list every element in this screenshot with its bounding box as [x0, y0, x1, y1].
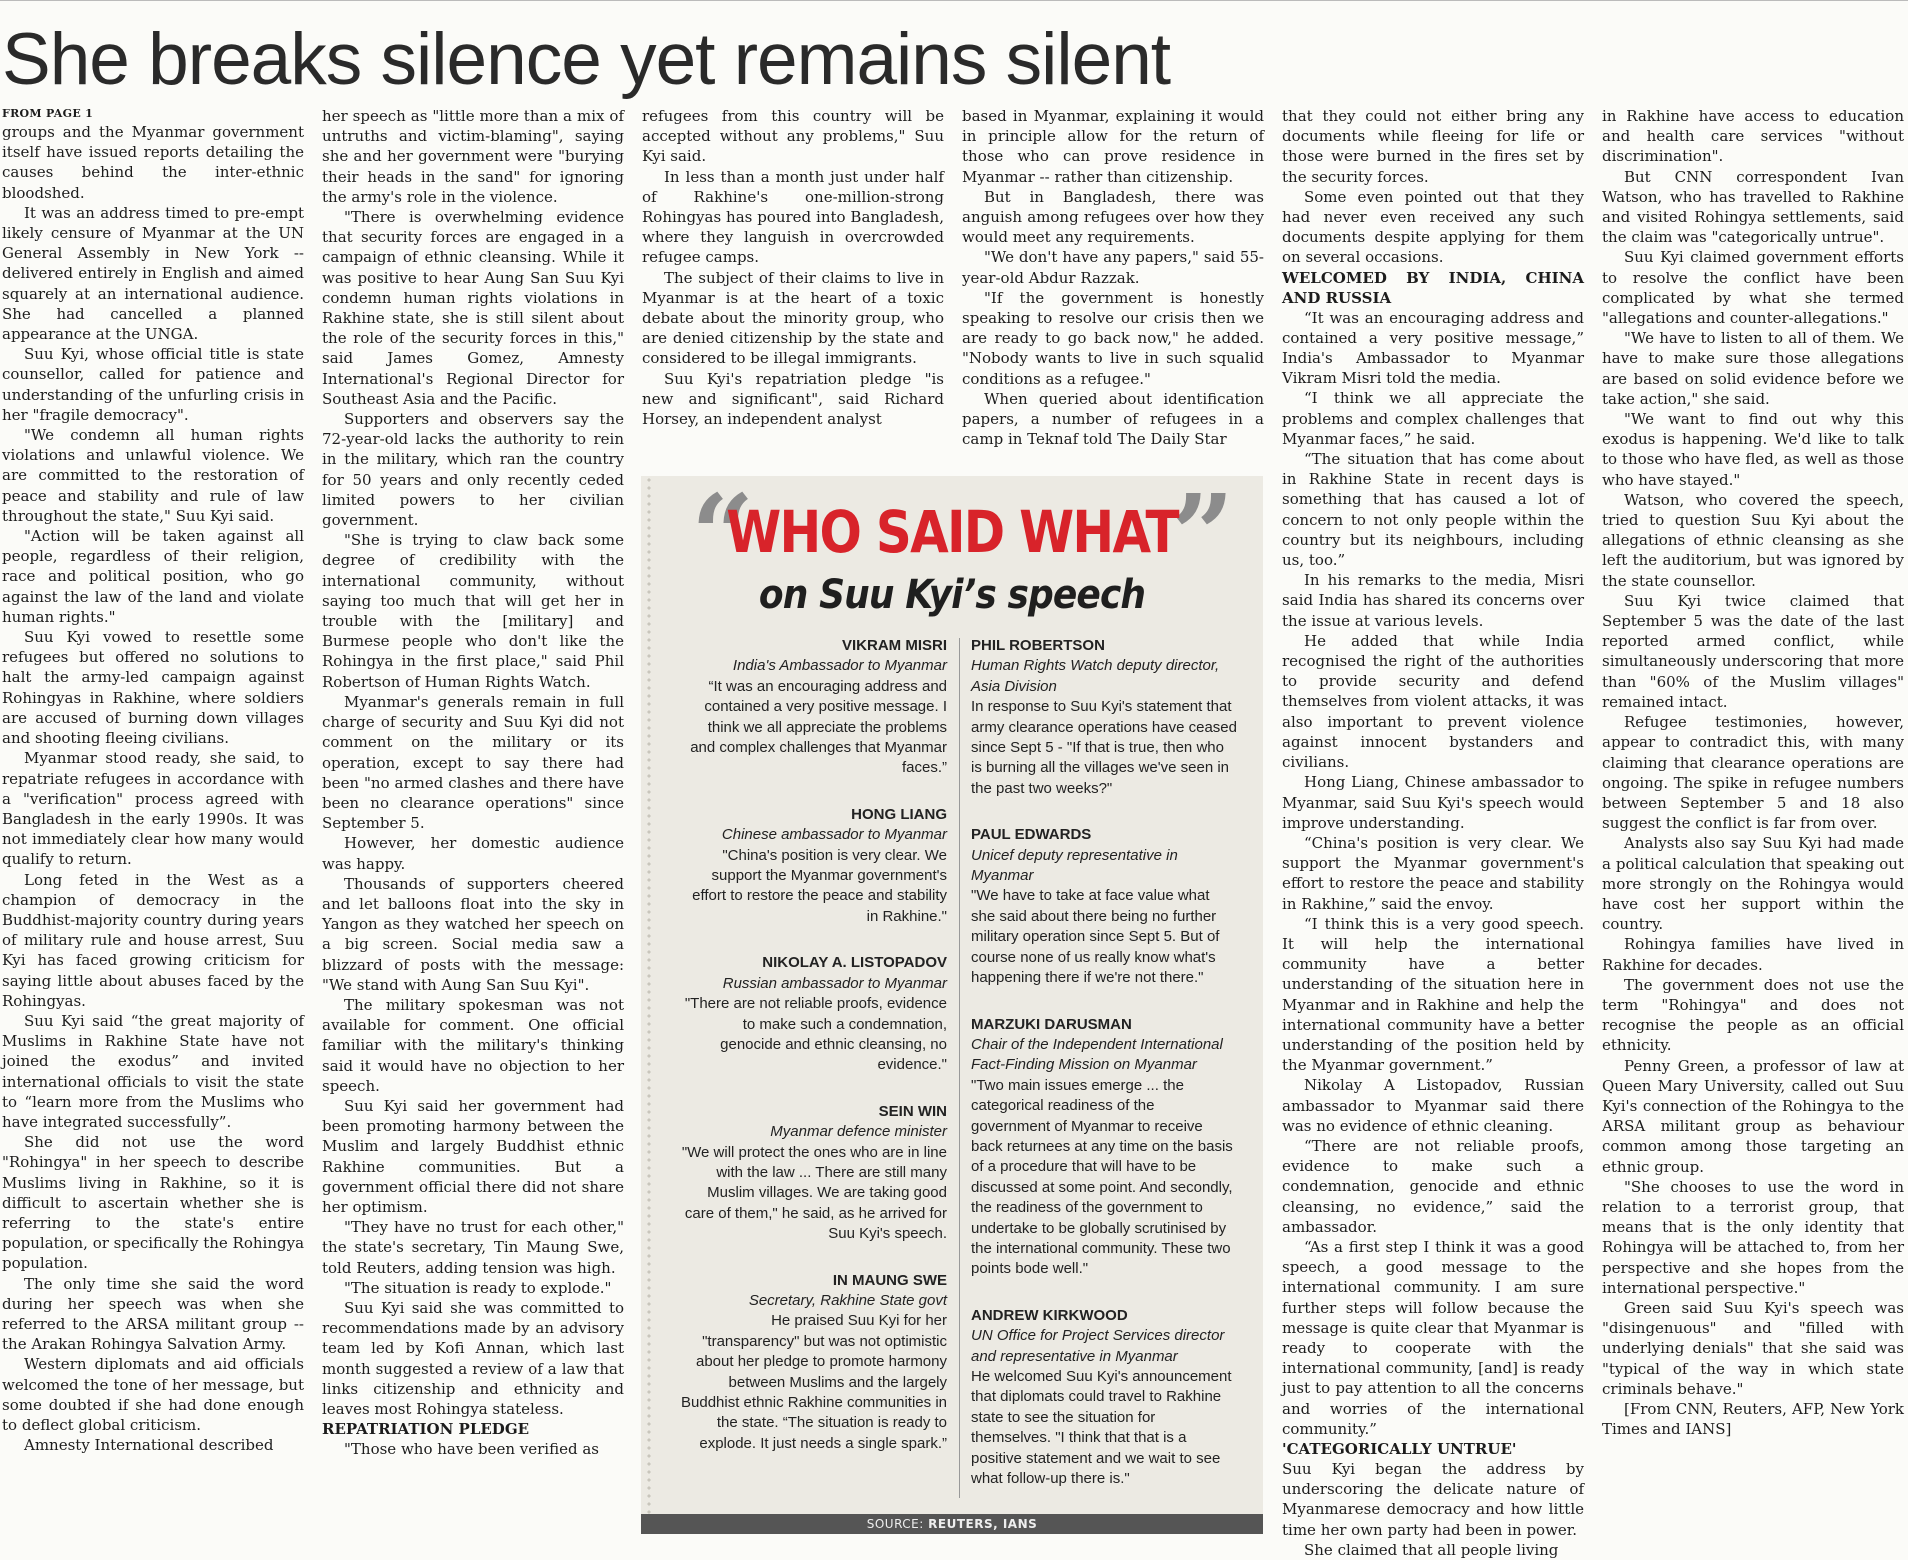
quote-speaker-role: UN Office for Project Services director and representative in Myanmar [971, 1327, 1225, 1365]
paragraph: Long feted in the West as a champion of democracy in the Buddhist-majority country during years of military rule and house arrest, Suu Kyi has faced growing criticism for saying little about abuses faced by the Rohingyas. [2, 870, 304, 1010]
paragraph: Watson, who covered the speech, tried to question Suu Kyi about the allegations of ethnic cleansing as she left the auditorium, but was ignored by the state counsellor. [1602, 490, 1904, 590]
quote-speaker-name: IN MAUNG SWE [832, 1271, 947, 1289]
paragraph: "She chooses to use the word in relation to a terrorist group, that means that is the only identity that Rohingya will be attached to, from her perspective and she hopes from the international perspective." [1602, 1177, 1904, 1297]
paragraph: "If the government is honestly speaking to resolve our crisis then we are ready to go back now," he added. "Nobody wants to live in such squalid conditions as a refugee." [962, 288, 1264, 388]
source-bar [641, 1514, 1263, 1534]
paragraph: The government does not use the term "Rohingya" and does not recognise the people as an official ethnicity. [1602, 975, 1904, 1055]
quote-text: He praised Suu Kyi for her "transparency" but was not optimistic about her pledge to promote harmony between Muslims and the largely Buddhist ethnic Rakhine communities in the state. “The situation is ready to explode. It just needs a single spark.” [681, 1312, 947, 1452]
paragraph: He added that while India recognised the right of the authorities to provide security and defend themselves from violent attacks, it was also important to prevent violence against innocent bystanders and civilians. [1282, 631, 1584, 772]
quote-entry [971, 1306, 1237, 1490]
quote-speaker-role: India's Ambassador to Myanmar [732, 657, 947, 675]
paragraph: She claimed that all people living [1304, 1540, 1559, 1559]
paragraph: Rohingya families have lived in Rakhine for decades. [1602, 935, 1904, 974]
paragraph: that they could not either bring any documents while fleeing for life or those were burned in the fires set by the security forces. [1282, 107, 1584, 186]
quote-entry [681, 805, 947, 927]
paragraph: Myanmar's generals remain in full charge of security and Suu Kyi did not comment on the military or its operation, except to say there had been "no armed clashes and there have been no clearance operations" since September 5. [322, 692, 624, 833]
quote-text: "China's position is very clear. We support the Myanmar government's effort to restore the peace and stability in Rakhine." [692, 846, 947, 925]
article-column-5 [1282, 106, 1584, 1559]
article-column-2 [322, 106, 624, 1546]
paragraph: The military spokesman was not available for comment. One official familiar with the military's thinking said it would have no objection to her speech. [322, 995, 624, 1095]
dotted-border [645, 476, 655, 1520]
quote-speaker-name: SEIN WIN [878, 1102, 947, 1120]
paragraph: Suu Kyi twice claimed that September 5 was the date of the last reported armed conflict, while simultaneously underscoring that more than "60% of the Muslim villages" remained intact. [1602, 591, 1904, 711]
article-column-6 [1602, 106, 1904, 1546]
quote-speaker-name: PHIL ROBERTSON [971, 637, 1105, 654]
paragraph: In less than a month just under half of Rakhine's one-million-strong Rohingyas has poured into Bangladesh, where they languish in overcrowded refugee camps. [642, 167, 944, 267]
quote-entry [681, 1102, 947, 1245]
quote-text: He welcomed Suu Kyi's announcement that diplomats could travel to Rakhine state to see the situation for themselves. "I think that that is a positive statement and we wait to see what follow-up there is." [971, 1368, 1232, 1488]
quote-text: In response to Suu Kyi's statement that army clearance operations have ceased since Sept 5 - "If that is true, then who is burning all the villages we've seen in the past two weeks?" [971, 698, 1237, 797]
paragraph: Green said Suu Kyi's speech was "disingenuous" and "filled with underlying denials" that she said was "typical of the way in which state criminals behave." [1602, 1298, 1904, 1398]
paragraph: “There are not reliable proofs, evidence to make such a condemnation, genocide and ethnic cleansing, no evidence,” said the ambassador. [1282, 1136, 1584, 1236]
column-body [962, 106, 1264, 449]
subheading: WELCOMED BY INDIA, CHINA AND RUSSIA [1282, 268, 1584, 307]
close-quote-mark: ” [1171, 470, 1235, 599]
paragraph: The subject of their claims to live in Myanmar is at the heart of a toxic debate about the minority group, who are denied citizenship by the state and considered to be illegal immigrants. [642, 268, 944, 368]
paragraph: “I think this is a very good speech. It will help the international community have a better understanding of the situation here in Myanmar and in Rakhine and help the international community have a better understanding of the position held by the Myanmar government.” [1282, 914, 1584, 1075]
column-body [1282, 106, 1584, 1560]
paragraph: groups and the Myanmar government itself have issued reports detailing the causes behind the inter-ethnic bloodshed. [2, 123, 304, 202]
quotes-left-column [681, 636, 947, 1480]
quote-speaker-name: PAUL EDWARDS [971, 826, 1092, 844]
quote-speaker-role: Myanmar defence minister [770, 1123, 947, 1141]
top-rule [0, 0, 1908, 6]
quote-speaker-role: Unicef deputy representative in Myanmar [971, 846, 1178, 885]
paragraph: in Rakhine have access to education and health care services "without discrimination". [1602, 107, 1904, 166]
quote-entry [971, 1015, 1237, 1280]
paragraph: Amnesty International described [24, 1436, 274, 1455]
article-column-4 [962, 106, 1264, 449]
paragraph: Analysts also say Suu Kyi had made a political calculation that speaking out more strongly on the Rohingya would have cost her support within the country. [1602, 834, 1904, 934]
quote-speaker-role: Secretary, Rakhine State govt [748, 1291, 947, 1309]
paragraph: Suu Kyi, whose official title is state counsellor, called for patience and understanding of the unfurling crisis in her "fragile democracy". [2, 345, 304, 424]
column-body [2, 122, 304, 1455]
quote-speaker-name: VIKRAM MISRI [842, 637, 947, 654]
paragraph: "We condemn all human rights violations and unlawful violence. We are committed to the restoration of peace and stability and rule of law throughout the state," Suu Kyi said. [2, 426, 304, 525]
quote-speaker-name: MARZUKI DARUSMAN [971, 1015, 1132, 1033]
source-label: SOURCE: [866, 1517, 924, 1531]
quote-speaker-name: NIKOLAY A. LISTOPADOV [762, 954, 947, 972]
quote-text: "There are not reliable proofs, evidence to make such a condemnation, genocide and ethnic cleansing, no evidence." [684, 995, 947, 1074]
paragraph: In his remarks to the media, Misri said India has shared its concerns over the issue at various levels. [1282, 571, 1584, 630]
paragraph: However, her domestic audience was happy. [322, 834, 624, 873]
quote-speaker-role: Chinese ambassador to Myanmar [721, 826, 947, 844]
column-body [322, 106, 624, 1459]
paragraph: Supporters and observers say the 72-year-old lacks the authority to rein in the military, which ran the country for 50 years and only recently ceded limited powers to her civilian government. [322, 410, 624, 530]
paragraph: Suu Kyi said she was committed to recommendations made by an advisory team led by Kofi Annan, which last month suggested a review of a law that links citizenship and ethnicity and leaves most Rohingya stateless. [322, 1298, 624, 1418]
paragraph: Refugee testimonies, however, appear to contradict this, with many claiming that clearance operations are ongoing. The spike in refugee numbers between September 5 and 18 also suggest the conflict is far from over. [1602, 713, 1904, 833]
paragraph: Suu Kyi said “the great majority of Muslims in Rakhine State have not joined the exodus” and invited international officials to visit the state to “learn more from the Muslims who have integrated successfully”. [2, 1011, 304, 1131]
paragraph: When queried about identification papers, a number of refugees in a camp in Teknaf told The Daily Star [962, 389, 1264, 449]
quote-speaker-role: Russian ambassador to Myanmar [722, 974, 947, 992]
paragraph: Myanmar stood ready, she said, to repatriate refugees in accordance with a "verification" process agreed with Bangladesh in the early 1990s. It was not immediately clear how many would qualify to return. [2, 749, 304, 869]
box-subtitle: on Suu Kyi’s speech [758, 572, 1146, 618]
quote-text: "Two main issues emerge ... the categorical readiness of the government of Myanmar to receive back returnees at any time on the basis of a procedure that will have to be discussed at some point. And secondly, the readiness of the government to undertake to be globally scrutinised by the international community. These two points bode well." [971, 1076, 1233, 1278]
article-column-3 [642, 106, 944, 432]
quote-speaker-role: Chair of the Independent International Fact-Finding Mission on Myanmar [971, 1035, 1223, 1074]
paragraph: “As a first step I think it was a good speech, a good message to the international community. I am sure further steps will follow because the message is quite clear that Myanmar is ready to cooperate with the international community, [and] is ready just to pay attention to all the concerns and worries of the international community.” [1282, 1237, 1584, 1438]
paragraph: Suu Kyi said her government had been promoting harmony between the Muslim and largely Buddhist ethnic Rakhine communities. But a government official there did not share her optimism. [322, 1096, 624, 1216]
paragraph: Penny Green, a professor of law at Queen Mary University, called out Suu Kyi's connection of the Rohingya to the ARSA militant group as behaviour common among those targeting an ethnic group. [1602, 1056, 1904, 1176]
paragraph: Thousands of supporters cheered and let balloons float into the sky in Yangon as they watched her speech on a big screen. Social media saw a blizzard of posts with the message: "We stand with Aung San Suu Kyi". [322, 874, 624, 994]
quote-speaker-role: Human Rights Watch deputy director, Asia Division [971, 657, 1220, 695]
paragraph: But in Bangladesh, there was anguish among refugees over how they would meet any requirements. [962, 187, 1264, 247]
paragraph: based in Myanmar, explaining it would in principle allow for the return of those who can prove residence in Myanmar -- rather than citizenship. [962, 107, 1264, 186]
quote-text: "We have to take at face value what she said about there being no further military operation since Sept 5. But of course none of us really know what's happening there if we're not there." [971, 887, 1220, 987]
quote-entry [681, 953, 947, 1075]
paragraph: Some even pointed out that they had never even received any such documents despite applying for them on several occasions. [1282, 187, 1584, 267]
quote-text: “It was an encouraging address and contained a very positive message. I think we all appreciate the problems and complex challenges that Myanmar faces.” [690, 677, 947, 777]
paragraph: her speech as "little more than a mix of untruths and victim-blaming", saying she and her government were "burying their heads in the sand" for ignoring the army's role in the violence. [322, 107, 624, 206]
subheading: 'CATEGORICALLY UNTRUE' [1282, 1440, 1517, 1458]
column-body [1602, 106, 1904, 1439]
paragraph: [From CNN, Reuters, AFP, New York Times and IANS] [1602, 1400, 1904, 1439]
quote-entry [681, 1271, 947, 1455]
quote-text: "We will protect the ones who are in line with the law ... There are still many Muslim villages. We are taking good care of them," he said, as he arrived for Suu Kyi's speech. [681, 1143, 947, 1243]
paragraph: She did not use the word "Rohingya" in her speech to describe Muslims living in Rakhine, so it is difficult to ascertain whether she is referring to the state's entire population, or specifically the Rohingya population. [2, 1133, 305, 1273]
article-column-1 [2, 106, 304, 1546]
subheading: REPATRIATION PLEDGE [322, 1420, 530, 1439]
source-value: REUTERS, IANS [928, 1517, 1038, 1531]
paragraph: refugees from this country will be accepted without any problems," Suu Kyi said. [642, 107, 944, 166]
paragraph: “I think we all appreciate the problems and complex challenges that Myanmar faces,” he said. [1282, 389, 1584, 448]
paragraph: Western diplomats and aid officials welcomed the tone of her message, but some doubted if she had done enough to deflect global criticism. [2, 1355, 304, 1434]
paragraph: Nikolay A Listopadov, Russian ambassador to Myanmar said there was no evidence of ethnic cleaning. [1282, 1076, 1584, 1135]
paragraph: “The situation that has come about in Rakhine State in recent days is something that has caused a lot of concern to not only people within the country but its neighbours, including us, too.” [1282, 450, 1584, 570]
paragraph: Hong Liang, Chinese ambassador to Myanmar, said Suu Kyi's speech would improve understanding. [1282, 773, 1584, 832]
paragraph: "The situation is ready to explode." [344, 1278, 612, 1297]
quote-entry [971, 636, 1237, 799]
headline: She breaks silence yet remains silent [2, 19, 1171, 100]
paragraph: "Those who have been verified as [344, 1440, 599, 1459]
quote-entry [681, 636, 947, 779]
box-title: WHO SAID WHAT [726, 498, 1178, 566]
paragraph: Suu Kyi vowed to resettle some refugees but offered no solutions to halt the army-led campaign against Rohingyas in Rakhine, where soldiers are accused of burning down villages and shooting fleeing civilians. [2, 628, 304, 748]
quote-entry [971, 825, 1237, 988]
paragraph: The only time she said the word during her speech was when she referred to the ARSA militant group -- the Arakan Rohingya Salvation Army. [2, 1274, 304, 1354]
open-quote-mark: “ [691, 470, 755, 599]
kicker: FROM PAGE 1 [2, 107, 94, 120]
paragraph: "Action will be taken against all people, regardless of their religion, race and political position, who go against the law of the land and violate human rights." [2, 527, 304, 626]
paragraph: “It was an encouraging address and contained a very positive message,” India's Ambassador to Myanmar Vikram Misri told the media. [1282, 308, 1584, 388]
quotes-right-column [971, 636, 1237, 1515]
quote-speaker-name: ANDREW KIRKWOOD [971, 1306, 1128, 1324]
who-said-what-box [641, 470, 1263, 1520]
paragraph: But CNN correspondent Ivan Watson, who has travelled to Rakhine and visited Rohingya settlements, said the claim was "categorically untrue". [1602, 167, 1904, 247]
column-body [642, 106, 944, 429]
paragraph: “China's position is very clear. We support the Myanmar government's effort to restore the peace and stability in Rakhine,” said the envoy. [1282, 833, 1584, 913]
paragraph: Suu Kyi's repatriation pledge "is new and significant", said Richard Horsey, an independent analyst [642, 369, 944, 429]
paragraph: "We have to listen to all of them. We have to make sure those allegations are based on solid evidence before we take action," she said. [1602, 329, 1904, 408]
quote-speaker-name: HONG LIANG [851, 805, 947, 823]
paragraph: Suu Kyi began the address by underscoring the delicate nature of Myanmarese democracy and how little time her own party had been in power. [1282, 1460, 1584, 1539]
paragraph: Suu Kyi claimed government efforts to resolve the conflict have been complicated by what she termed "allegations and counter-allegations." [1602, 248, 1904, 328]
paragraph: "They have no trust for each other," the state's secretary, Tin Maung Swe, told Reuters, adding tension was high. [322, 1218, 624, 1277]
column-divider [959, 638, 960, 1498]
paragraph: "We don't have any papers," said 55-year-old Abdur Razzak. [962, 248, 1264, 287]
paragraph: It was an address timed to pre-empt likely censure of Myanmar at the UN General Assembly in New York -- delivered entirely in English and aimed squarely at an international audience. She had cancelled a planned appearance at the UNGA. [2, 203, 304, 344]
paragraph: "We want to find out why this exodus is happening. We'd like to talk to those who have fled, as well as those who have stayed." [1602, 410, 1904, 489]
paragraph: "There is overwhelming evidence that security forces are engaged in a campaign of ethnic cleansing. While it was positive to hear Aung San Suu Kyi condemn human rights violations in Rakhine state, she is still silent about the role of the security forces in this," said James Gomez, Amnesty International's Regional Director for Southeast Asia and the Pacific. [322, 208, 624, 408]
paragraph: "She is trying to claw back some degree of credibility with the international community, without saying too much that will get her in trouble with the [military] and Burmese people who don't like the Rohingya in the first place," said Phil Robertson of Human Rights Watch. [322, 531, 624, 691]
